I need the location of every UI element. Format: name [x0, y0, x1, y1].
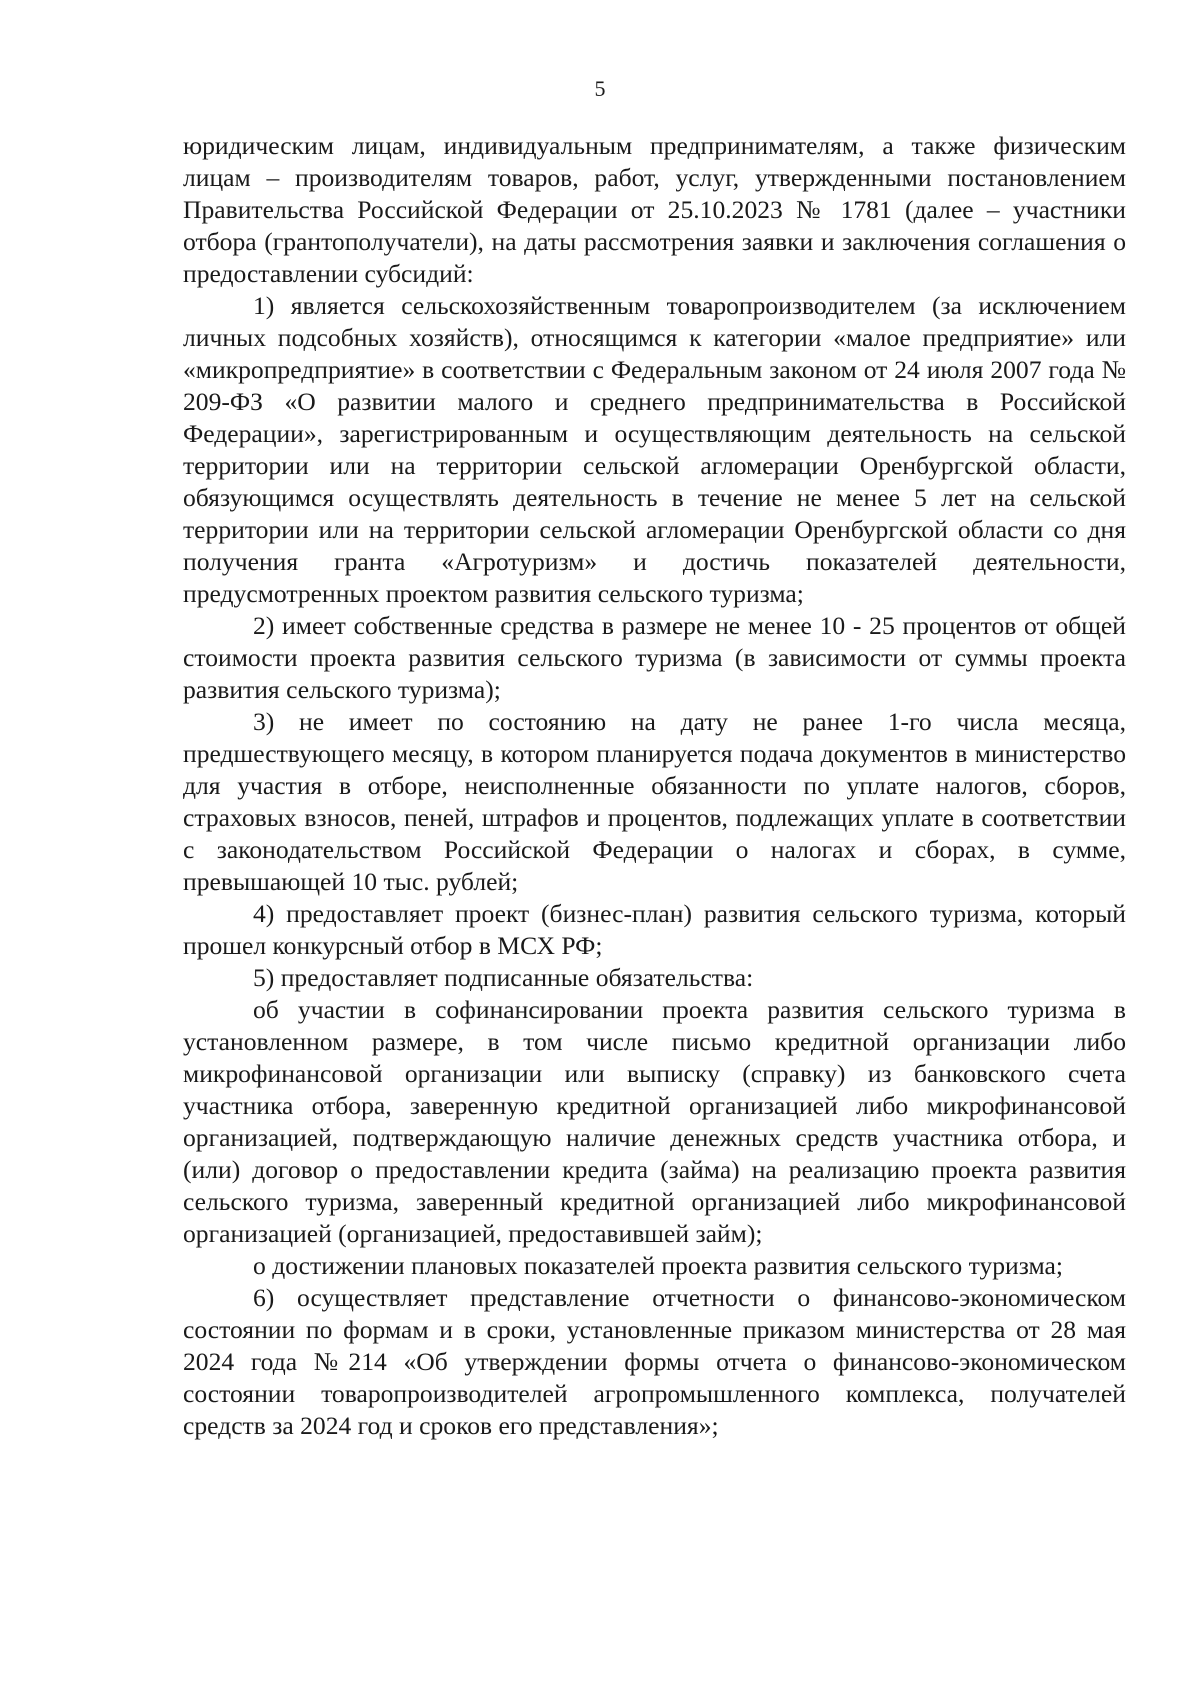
paragraph-item-3: 3) не имеет по состоянию на дату не ранее 1-го числа месяца, предшествующего месяцу, в котором планируется подача документов в министерство для участия в отборе, неисполненные обязанности по уплате налогов, сборов, страховых взносов, пеней, штрафов и процентов, подлежащих уплате в соответствии с законодательством Российской Федерации о налогах и сборах, в сумме, превышающей 10 тыс. рублей; [183, 707, 1126, 896]
paragraph-obligation-indicators: о достижении плановых показателей проекта развития сельского туризма; [253, 1251, 1063, 1280]
paragraph-item-2: 2) имеет собственные средства в размере не менее 10 - 25 процентов от общей стоимости проекта развития сельского туризма (в зависимости от суммы проекта развития сельского туризма); [183, 611, 1126, 704]
document-body [183, 130, 1126, 1442]
paragraph-item-1: 1) является сельскохозяйственным товаропроизводителем (за исключением личных подсобных хозяйств), относящимся к категории «малое предприятие» или «микропредприятие» в соответствии с Федеральным законом от 24 июля 2007 года № 209-ФЗ «О развитии малого и среднего предпринимательства в Российской Федерации», зарегистрированным и осуществляющим деятельность на сельской территории или на территории сельской агломерации Оренбургской области, обязующимся осуществлять деятельность в течение не менее 5 лет на сельской территории или на территории сельской агломерации Оренбургской области со дня получения гранта «Агротуризм» и достичь показателей деятельности, предусмотренных проектом развития сельского туризма; [183, 291, 1126, 608]
paragraph-obligation-cofinancing: об участии в софинансировании проекта развития сельского туризма в установленном размере, в том числе письмо кредитной организации либо микрофинансовой организации или выписку (справку) из банковского счета участника отбора, заверенную кредитной организацией либо микрофинансовой организацией, подтверждающую наличие денежных средств участника отбора, и (или) договор о предоставлении кредита (займа) на реализацию проекта развития сельского туризма, заверенный кредитной организацией либо микрофинансовой организацией (организацией, предоставившей займ); [183, 995, 1126, 1248]
paragraph-item-5: 5) предоставляет подписанные обязательства: [253, 963, 754, 992]
page-number: 5 [594, 76, 606, 101]
paragraph-item-4: 4) предоставляет проект (бизнес-план) развития сельского туризма, который прошел конкурсный отбор в МСХ РФ; [183, 899, 1126, 960]
paragraph-intro-continuation: юридическим лицам, индивидуальным предпринимателям, а также физическим лицам – производителям товаров, работ, услуг, утвержденными постановлением Правительства Российской Федерации от 25.10.2023 № 1781 (далее – участники отбора (грантополучатели), на даты рассмотрения заявки и заключения соглашения о предоставлении субсидий: [183, 131, 1126, 288]
paragraph-item-6: 6) осуществляет представление отчетности о финансово-экономическом состоянии по формам и в сроки, установленные приказом министерства от 28 мая 2024 года №214 «Об утверждении формы отчета о финансово-экономическом состоянии товаропроизводителей агропромышленного комплекса, получателей средств за 2024 год и сроков его представления»; [183, 1283, 1126, 1440]
